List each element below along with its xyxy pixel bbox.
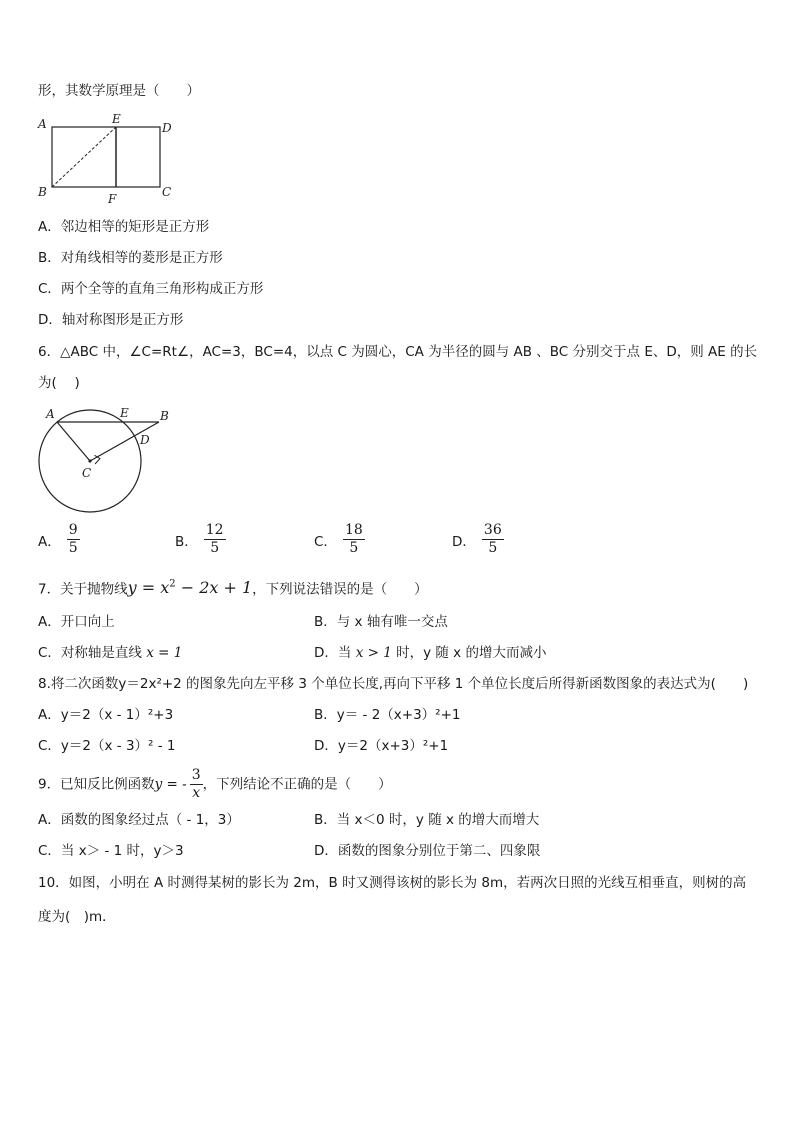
right-angle-mark [95,455,101,464]
q6-option-c: C． $\frac{18}{5}$ [314,522,363,556]
q8-option-b: B．y＝ - 2（x+3）²+1 [314,707,461,723]
q9-option-d: D．函数的图象分别位于第二、四象限 [314,843,541,859]
q8-option-a: A．y＝2（x - 1）²+3 [38,707,174,723]
q6-option-b: B． $\frac{12}{5}$ [175,522,224,556]
q8-stem: 8.将二次函数y＝2x²+2 的图象先向左平移 3 个单位长度,再向下平移 1 个单位长度后所得新函数图象的表达式为( ) [38,676,749,692]
q9-option-b: B．当 x＜0 时，y 随 x 的增大而增大 [314,812,540,828]
rectangle-abcd [52,127,160,187]
q5-option-d: D．轴对称图形是正方形 [38,312,184,328]
q9-option-a: A．函数的图象经过点（ - 1，3） [38,812,240,828]
q7-stem: 7．关于抛物线$y = x^2 - 2x + 1$，下列说法错误的是（ ） [38,578,428,598]
label-d: D [162,121,172,135]
q9-fraction: $\frac{3}{x}$ [191,767,201,801]
q6-stem-line2: 为( ) [38,375,80,391]
q6-figure [34,402,184,514]
q8-option-d: D．y＝2（x+3）²+1 [314,738,449,754]
q7-option-b: B．与 x 轴有唯一交点 [314,614,448,630]
fraction: $\frac{12}{5}$ [205,522,224,556]
q7-option-a: A．开口向上 [38,614,115,630]
q10-stem-line2: 度为( )m． [38,909,116,925]
label-a: A [38,117,47,131]
label-c: C [162,185,172,199]
q6-option-d: D． $\frac{36}{5}$ [452,522,502,556]
q5-option-c: C．两个全等的直角三角形构成正方形 [38,281,264,297]
label-c: C [82,466,92,480]
q5-figure [36,112,186,208]
q10-stem-line1: 10．如图，小明在 A 时测得某树的影长为 2m，B 时又测得该树的影长为 8m，若两次日照的光线互相垂直，则树的高 [38,875,747,891]
fraction: $\frac{18}{5}$ [344,522,363,556]
label-d: D [140,433,150,447]
q8-option-c: C．y＝2（x - 3）² - 1 [38,738,176,754]
q6-option-a: A． $\frac{9}{5}$ [38,522,78,556]
q7-option-c: C．对称轴是直线 x = 1 [38,645,183,661]
q9-stem: 9．已知反比例函数y = - $\frac{3}{x}$ ，下列结论不正确的是（ ） [38,767,392,801]
label-a: A [46,407,55,421]
q5-stem: 形，其数学原理是（ ） [38,83,200,99]
q9-option-c: C．当 x＞ - 1 时，y＞3 [38,843,184,859]
q6-stem-line1: 6．△ABC 中，∠C=Rt∠，AC=3，BC=4，以点 C 为圆心，CA 为半径的圆与 AB 、BC 分别交于点 E、D，则 AE 的长 [38,344,758,360]
q7-formula: $y = x^2 - 2x + 1$ [127,578,253,598]
diagonal-be [52,127,116,187]
label-e: E [112,112,121,126]
q5-option-a: A．邻边相等的矩形是正方形 [38,219,210,235]
label-f: F [108,192,117,206]
segment-ac [57,422,90,461]
fraction: $\frac{36}{5}$ [483,522,502,556]
q5-option-b: B．对角线相等的菱形是正方形 [38,250,223,266]
label-b: B [38,185,47,199]
label-b: B [160,409,169,423]
center-dot [88,459,91,462]
fraction: $\frac{9}{5}$ [68,522,78,556]
q7-option-d: D．当 x > 1 时，y 随 x 的增大而减小 [314,645,547,661]
label-e: E [120,406,129,420]
